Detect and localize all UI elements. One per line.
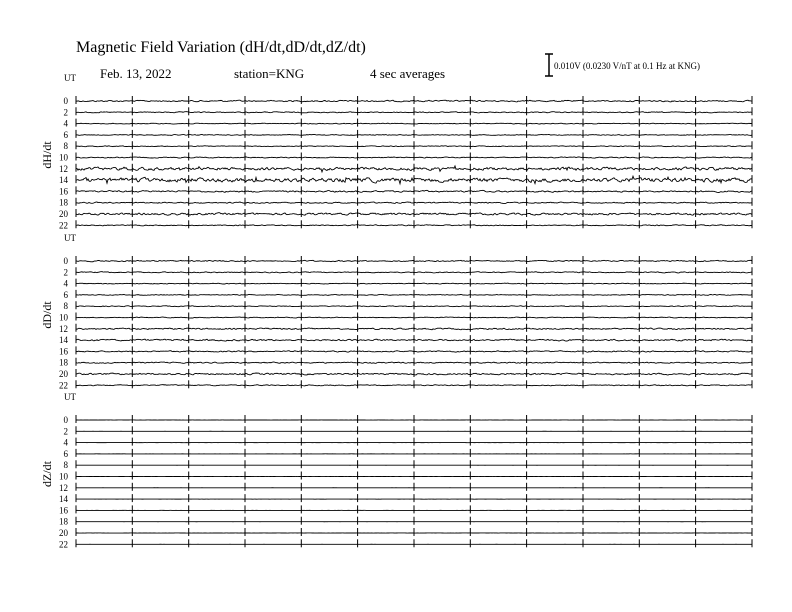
dhdt-row-label-2: 2 bbox=[63, 107, 68, 118]
date-label: Feb. 13, 2022 bbox=[100, 66, 172, 81]
dzdt-row-label-20: 20 bbox=[59, 528, 68, 538]
dzdt-ut-label: UT bbox=[64, 392, 76, 402]
dzdt-ylabel: dZ/dt bbox=[40, 461, 54, 487]
dddt-row-label-18: 18 bbox=[59, 357, 68, 368]
dzdt-row-label-8: 8 bbox=[63, 460, 68, 471]
dzdt-row-label-18: 18 bbox=[59, 516, 68, 527]
dddt-row-label-16: 16 bbox=[59, 346, 68, 357]
dhdt-row-label-18: 18 bbox=[59, 197, 68, 208]
dhdt-row-label-12: 12 bbox=[59, 163, 68, 174]
dhdt-row-label-6: 6 bbox=[63, 129, 68, 140]
dhdt-row-label-20: 20 bbox=[59, 209, 68, 219]
dhdt-row-label-4: 4 bbox=[63, 118, 68, 129]
dzdt-row-label-4: 4 bbox=[63, 437, 68, 448]
dhdt-row-label-8: 8 bbox=[63, 141, 68, 152]
dddt-row-label-22: 22 bbox=[59, 380, 68, 391]
dddt-row-label-8: 8 bbox=[63, 301, 68, 312]
dzdt-row-label-0: 0 bbox=[63, 415, 68, 425]
dddt-row-label-12: 12 bbox=[59, 323, 68, 334]
scale-label: 0.010V (0.0230 V/nT at 0.1 Hz at KNG) bbox=[554, 61, 700, 71]
dddt-ylabel: dD/dt bbox=[40, 301, 54, 329]
dddt-row-label-10: 10 bbox=[59, 312, 68, 323]
dzdt-row-label-16: 16 bbox=[59, 505, 68, 516]
dhdt-row-label-16: 16 bbox=[59, 186, 68, 197]
dddt-row-label-0: 0 bbox=[63, 256, 68, 266]
dddt-ut-label: UT bbox=[64, 233, 76, 243]
dhdt-row-label-14: 14 bbox=[59, 175, 68, 186]
dddt-row-label-20: 20 bbox=[59, 369, 68, 379]
dhdt-ylabel: dH/dt bbox=[40, 141, 54, 169]
dddt-row-label-4: 4 bbox=[63, 278, 68, 289]
dzdt-row-label-12: 12 bbox=[59, 482, 68, 493]
dddt-row-label-2: 2 bbox=[63, 267, 68, 278]
dhdt-row-label-22: 22 bbox=[59, 220, 68, 231]
dddt-row-label-6: 6 bbox=[63, 289, 68, 300]
dhdt-ut-label: UT bbox=[64, 73, 76, 83]
dhdt-row-label-10: 10 bbox=[59, 152, 68, 163]
dzdt-row-label-10: 10 bbox=[59, 471, 68, 482]
dzdt-row-label-22: 22 bbox=[59, 539, 68, 550]
chart-title: Magnetic Field Variation (dH/dt,dD/dt,dZ/dt) bbox=[76, 39, 366, 56]
dzdt-row-label-2: 2 bbox=[63, 426, 68, 437]
dzdt-row-label-6: 6 bbox=[63, 448, 68, 459]
averaging-label: 4 sec averages bbox=[370, 66, 446, 81]
dzdt-row-label-14: 14 bbox=[59, 494, 68, 505]
dddt-row-label-14: 14 bbox=[59, 335, 68, 346]
station-label: station=KNG bbox=[234, 66, 305, 81]
dhdt-row-label-0: 0 bbox=[63, 96, 68, 106]
